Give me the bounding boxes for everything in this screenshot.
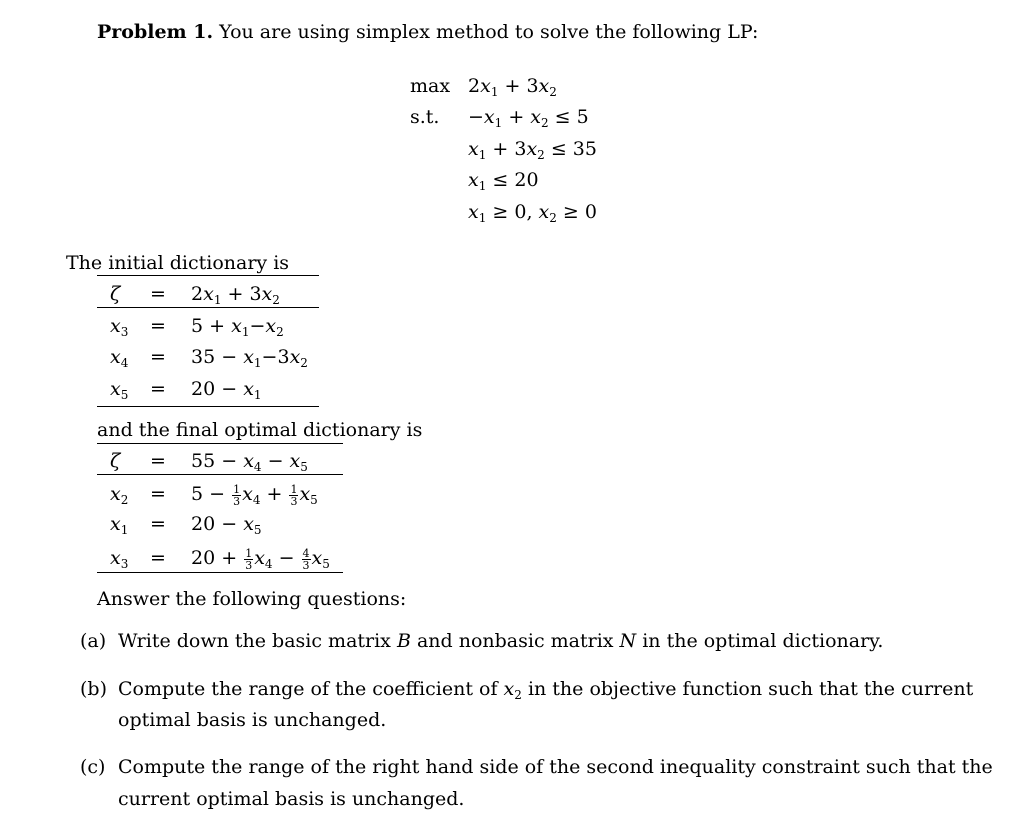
- question-a-var-b: B: [396, 630, 411, 652]
- final-dictionary-caption: and the final optimal dictionary is: [97, 419, 423, 441]
- question-a-text: [118, 629, 883, 653]
- initial-row-x5-lhs: $x_5$: [110, 378, 129, 402]
- initial-row-x3-rhs: $5 + x_1-x_2$: [191, 315, 284, 339]
- final-bottom-rule: [97, 572, 343, 573]
- final-row-x2-eq: =: [150, 483, 166, 505]
- initial-row-x3-eq: =: [150, 315, 166, 337]
- final-row-x3-rhs: 20 + $\frac{1}{3}$ $x_4$ − $\frac{4}{3}$ $x_5$: [191, 546, 330, 572]
- final-row-x1-rhs: $20 - x_5$: [191, 513, 262, 537]
- initial-row-x5-rhs: $20 - x_1$: [191, 378, 262, 402]
- initial-top-rule: [97, 275, 319, 276]
- question-c-line-1: Compute the range of the right hand side of the second inequality constraint such that the: [118, 756, 993, 778]
- initial-row-zeta-eq: =: [150, 283, 166, 305]
- initial-row-x4-lhs: $x_4$: [110, 346, 129, 370]
- lp-max-keyword: max: [410, 75, 451, 97]
- final-row-zeta-rhs: $55 - x_4 - x_5$: [191, 450, 308, 474]
- lp-objective: $2x_1 + 3x_2$: [468, 75, 557, 99]
- final-row-x1-eq: =: [150, 513, 166, 535]
- problem-intro: You are using simplex method to solve the following LP:: [219, 21, 759, 43]
- lp-constraint-1: $-x_1 + x_2 \le 5$: [468, 106, 589, 130]
- question-b-line-2: optimal basis is unchanged.: [118, 709, 387, 731]
- question-a-text-mid: and nonbasic matrix: [416, 630, 614, 652]
- final-row-x1-lhs: $x_1$: [110, 513, 129, 537]
- initial-bottom-rule: [97, 406, 319, 407]
- final-top-rule: [97, 443, 343, 444]
- final-row-x3-lhs: $x_3$: [110, 547, 129, 571]
- lp-st-keyword: s.t.: [410, 106, 440, 128]
- initial-mid-rule: [97, 307, 319, 308]
- question-b-label: (b): [80, 678, 107, 700]
- question-a-text-post: in the optimal dictionary.: [642, 630, 884, 652]
- final-row-x3-eq: =: [150, 547, 166, 569]
- final-row-x2-lhs: $x_2$: [110, 483, 129, 507]
- lp-constraint-2: $x_1 + 3x_2 \le 35$: [468, 138, 597, 162]
- final-mid-rule: [97, 474, 343, 475]
- initial-row-zeta-lhs: ζ: [110, 283, 121, 305]
- question-b-line-1: Compute the range of the coefficient of $x_2$ in the objective function such that the current: [118, 678, 974, 702]
- question-a-var-n: N: [619, 630, 637, 652]
- question-b-line-1-post: in the objective function such that the current: [527, 678, 974, 700]
- final-row-zeta-lhs: ζ: [110, 450, 121, 472]
- questions-intro: Answer the following questions:: [97, 588, 407, 610]
- final-row-x2-rhs: 5 − $\frac{1}{3}$ $x_4$ + $\frac{1}{3}$ $x_5$: [191, 482, 318, 508]
- initial-dictionary-caption: The initial dictionary is: [66, 252, 290, 274]
- initial-row-x4-rhs: $35 - x_1-3x_2$: [191, 346, 308, 370]
- problem-label: Problem 1.: [97, 21, 214, 43]
- question-a-label: (a): [80, 630, 107, 652]
- final-row-zeta-eq: =: [150, 450, 166, 472]
- initial-row-x3-lhs: $x_3$: [110, 315, 129, 339]
- question-c-line-2: current optimal basis is unchanged.: [118, 788, 465, 810]
- lp-nonnegativity: $x_1 \ge 0$, $x_2 \ge 0$: [468, 201, 597, 225]
- initial-row-x5-eq: =: [150, 378, 166, 400]
- question-a-text-pre: Write down the basic matrix: [118, 630, 391, 652]
- question-b-line-1-pre: Compute the range of the coefficient of: [118, 678, 498, 700]
- lp-constraint-3: $x_1 \le 20$: [468, 169, 539, 193]
- question-c-label: (c): [80, 756, 106, 778]
- initial-row-x4-eq: =: [150, 346, 166, 368]
- initial-row-zeta-rhs: $2x_1 + 3x_2$: [191, 283, 280, 307]
- problem-heading: [97, 20, 758, 44]
